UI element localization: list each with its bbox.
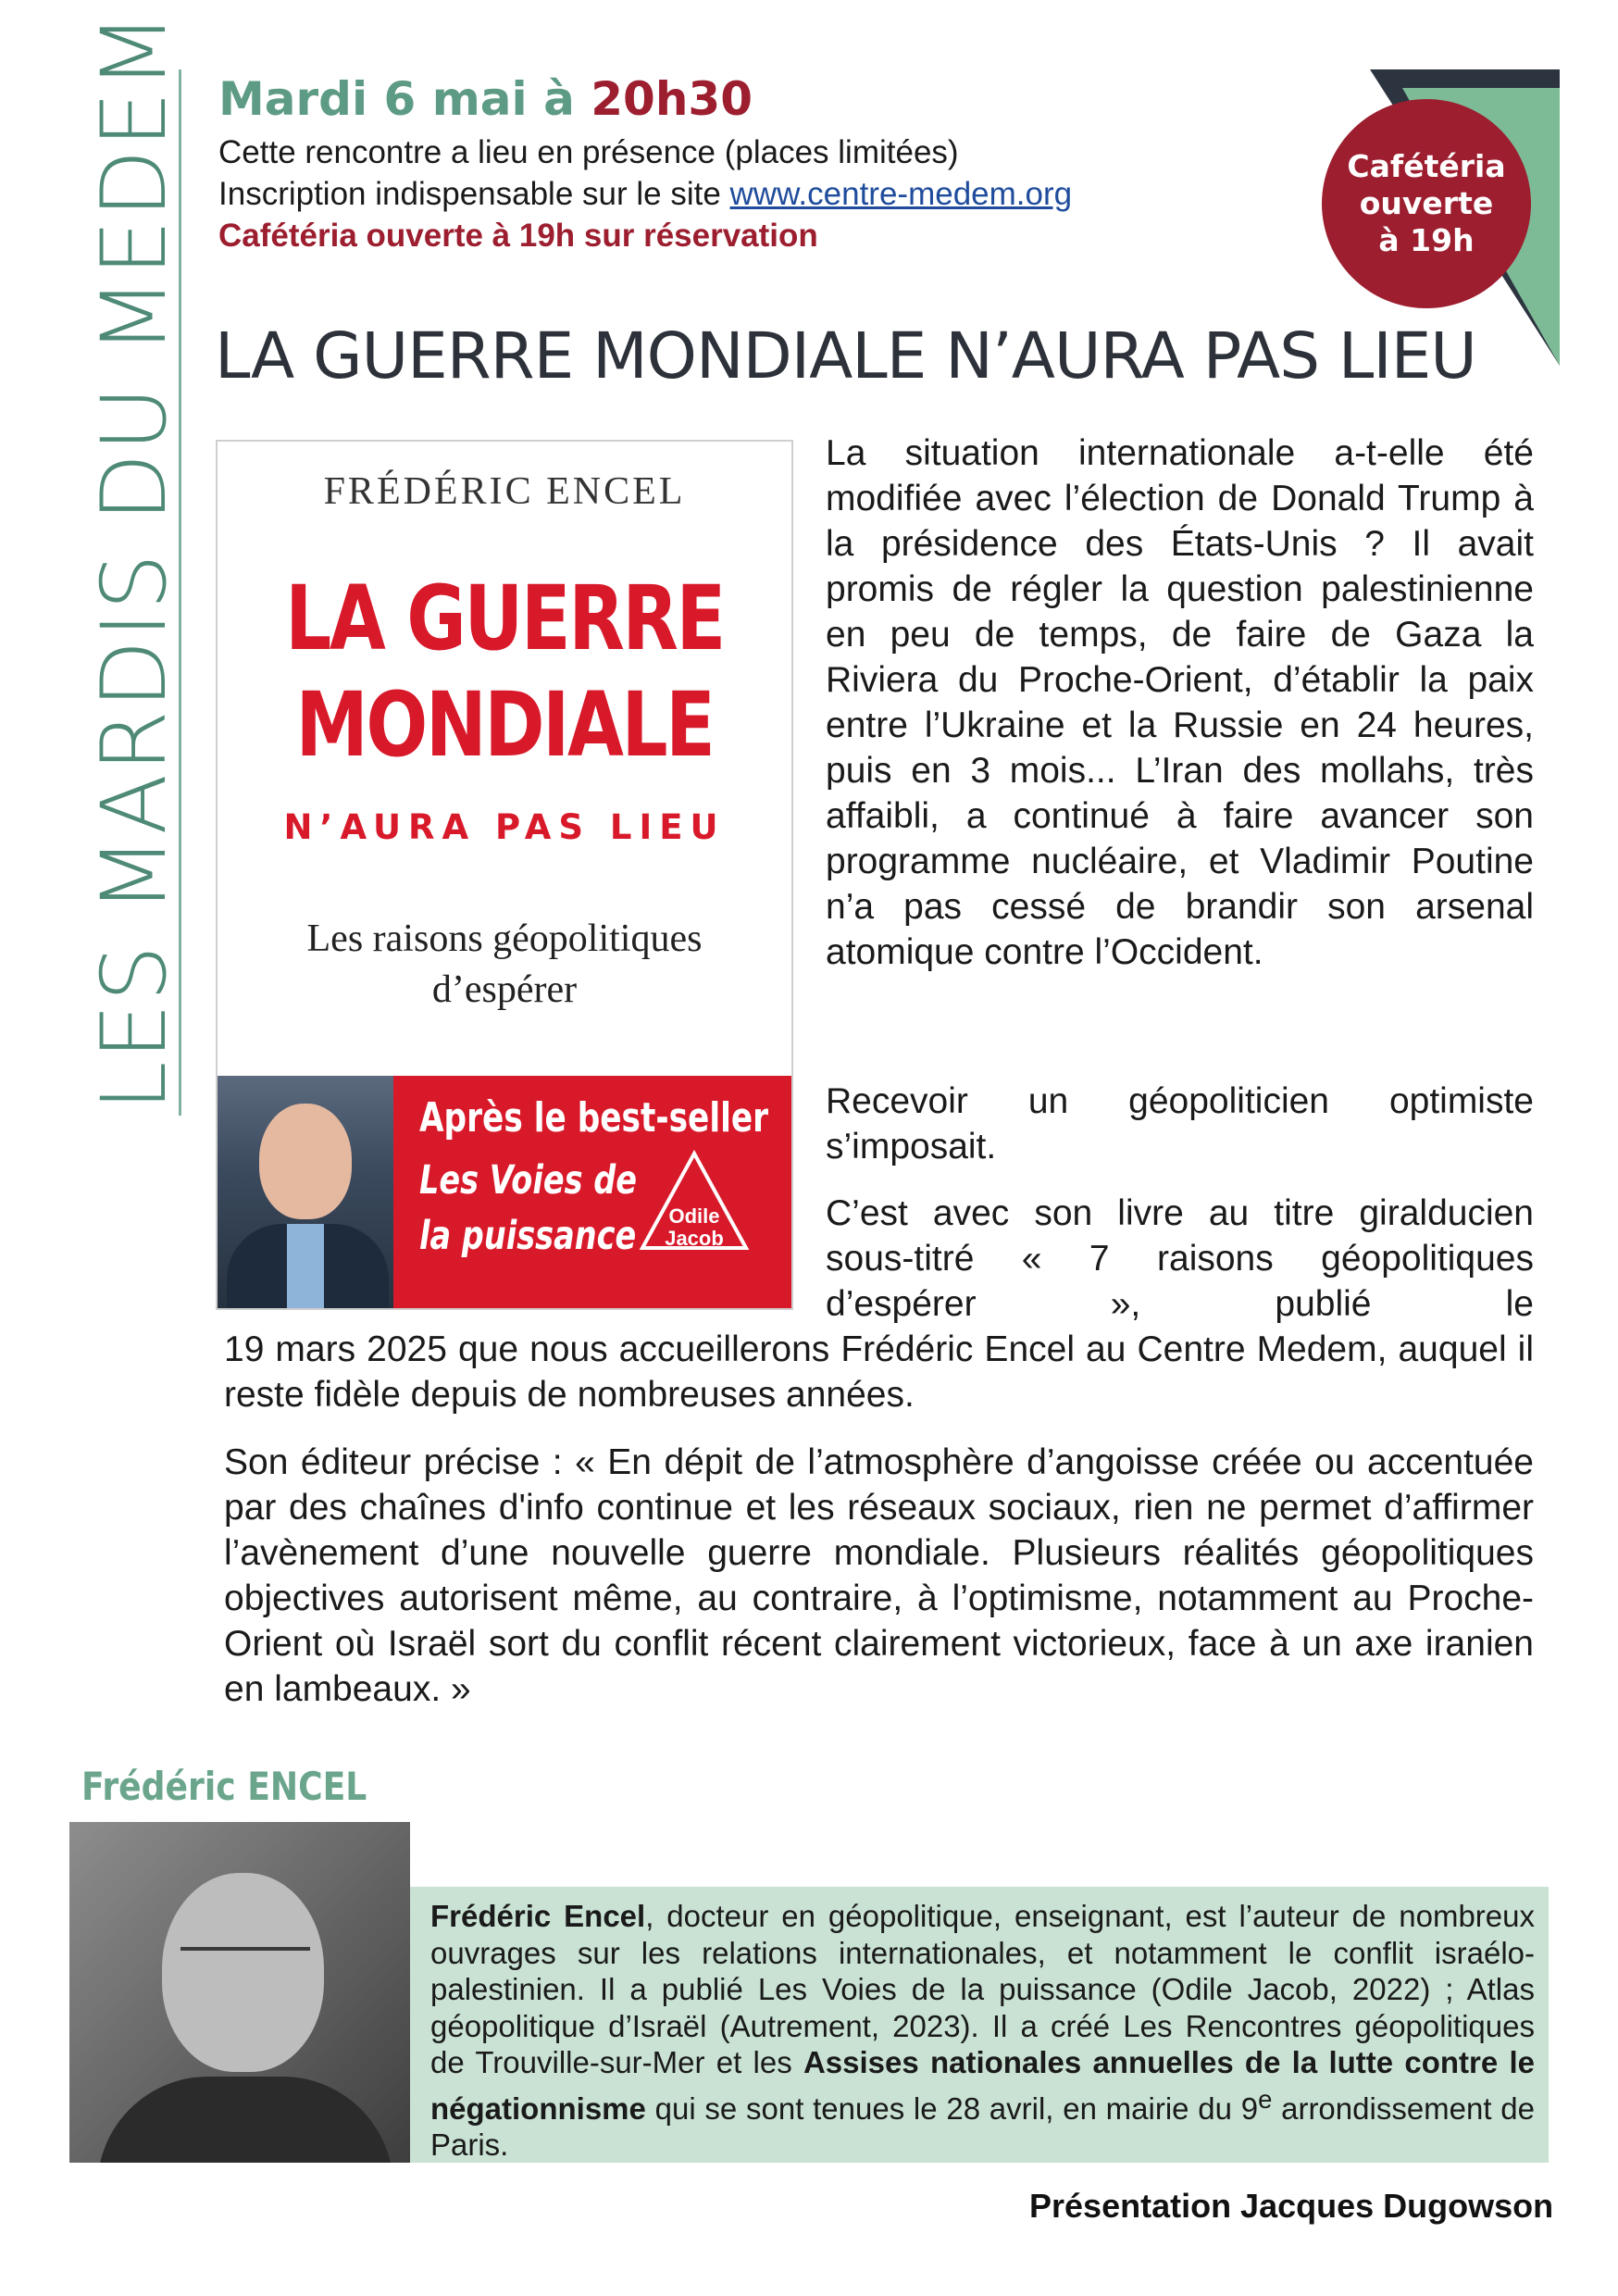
book-tagline-line-1: Les raisons géopolitiques bbox=[306, 917, 703, 960]
publisher-name-line-1: Odile bbox=[668, 1204, 720, 1228]
event-title: LA GUERRE MONDIALE N’AURA PAS LIEU bbox=[215, 319, 1476, 393]
book-author: FRÉDÉRIC ENCEL bbox=[323, 470, 686, 513]
author-portrait bbox=[69, 1822, 410, 2163]
book-title-line-2: MONDIALE bbox=[295, 673, 714, 777]
event-date-prefix: Mardi 6 mai à bbox=[218, 72, 591, 126]
bio-text bbox=[430, 1898, 1535, 2164]
paragraph-1: La situation internationale a-t-elle été modifiée avec l’élection de Donald Trump à la présidence des États-Unis ? Il avait promis de régler la question palestinienne en peu de temps, de faire de Gaza la Riviera du Proche-Orient, d’établir la paix entre l’Ukraine et la Russie en 24 heures, puis en 3 mois... L’Iran des mollahs, très affaibli, a continué à faire avancer son programme nucléaire, et Vladimir Poutine n’a pas cessé de brandir son arsenal atomique contre l’Occident. bbox=[826, 433, 1534, 972]
bio-text-3: arrondissement de Paris. bbox=[430, 2090, 1535, 2162]
bio-text-1: , docteur en géopolitique, enseignant, est l’auteur de nombreux ouvrages sur les relations internationales, et notamment le conflit israélo-palestinien. Il a publié Les Voies de la puissance (Odile Jacob, 2022) ; Atlas géopolitique d’Israël (Autrement, 2023). Il a créé Les Rencontres géopolitiques de Trouville-sur-Mer et les bbox=[430, 1899, 1535, 2079]
bio-heading: Frédéric ENCEL bbox=[81, 1764, 367, 1809]
paragraph-2: Recevoir un géopoliticien optimiste s’imposait. bbox=[826, 1081, 1534, 1167]
band-line-3: la puissance bbox=[419, 1213, 637, 1259]
bio-superscript: e bbox=[1258, 2084, 1273, 2114]
publisher-name-line-2: Jacob bbox=[665, 1227, 724, 1250]
author-photo-small bbox=[218, 1076, 393, 1310]
book-cover bbox=[216, 440, 793, 1310]
cafeteria-badge bbox=[1322, 99, 1531, 308]
book-tagline bbox=[218, 914, 791, 1016]
series-title: LES MARDIS DU MEDEM bbox=[82, 10, 186, 1111]
event-date bbox=[218, 72, 753, 126]
bio-name: Frédéric Encel bbox=[430, 1899, 646, 1933]
presenter-credit: Présentation Jacques Dugowson bbox=[1029, 2187, 1554, 2225]
badge-line-2: ouverte bbox=[1359, 185, 1494, 221]
website-link[interactable]: www.centre-medem.org bbox=[729, 176, 1073, 212]
cafeteria-note: Cafétéria ouverte à 19h sur réservation bbox=[218, 218, 818, 254]
bio-text-2: qui se sont tenues le 28 avril, en mairie du 9 bbox=[645, 2090, 1259, 2126]
book-tagline-line-2: d’espérer bbox=[431, 968, 578, 1011]
book-title-line-1: LA GUERRE bbox=[285, 567, 724, 670]
paragraph-4: Son éditeur précise : « En dépit de l’atmosphère d’angoisse créée ou accentuée par des chaînes d'info continue et les réseaux sociaux, rien ne permet d’affirmer l’avènement d’une nouvelle guerre mondiale. Plusieurs réalités géopolitiques objectives autorisent même, au contraire, à l’optimisme, notamment au Proche-Orient où Israël sort du conflit récent clairement victorieux, face à un axe iranien en lambeaux. » bbox=[224, 1442, 1534, 1709]
publisher-name bbox=[639, 1205, 750, 1250]
registration-text: Inscription indispensable sur le site bbox=[218, 176, 730, 212]
event-time: 20h30 bbox=[591, 72, 753, 126]
band-line-2: Les Voies de bbox=[419, 1157, 637, 1204]
badge-line-3: à 19h bbox=[1378, 222, 1475, 258]
attendance-note: Cette rencontre a lieu en présence (places limitées) bbox=[218, 134, 959, 170]
registration-note bbox=[218, 176, 1072, 213]
badge-line-1: Cafétéria bbox=[1347, 148, 1506, 184]
band-line-1: Après le best-seller bbox=[419, 1094, 769, 1142]
paragraph-3-start: C’est avec son livre au titre giralducien sous-titré « 7 raisons géopolitiques d’espérer », publié le bbox=[826, 1193, 1534, 1324]
book-title-line-3: N’AURA PAS LIEU bbox=[283, 807, 726, 847]
book-cover-band bbox=[218, 1076, 791, 1310]
bio-highlight: Assises nationales annuelles de la lutte contre le négationnisme bbox=[430, 2045, 1535, 2126]
paragraph-3-end: 19 mars 2025 que nous accueillerons Frédéric Encel au Centre Medem, auquel il reste fidèle depuis de nombreuses années. bbox=[224, 1329, 1534, 1415]
